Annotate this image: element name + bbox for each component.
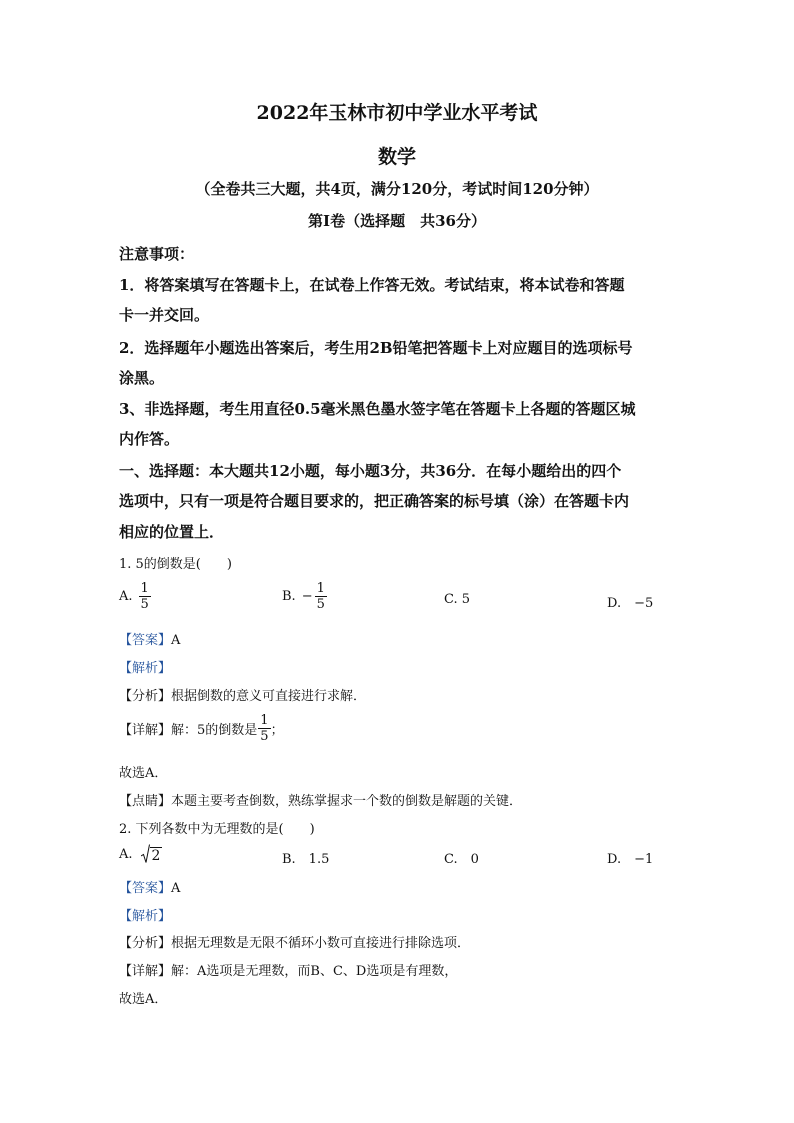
- fraction-denominator: 5: [140, 597, 149, 612]
- fraction-numerator: 1: [260, 713, 269, 728]
- q1-analysis-tag: 【解析】: [119, 661, 172, 676]
- q2-fenxi: [119, 932, 470, 951]
- notice-item-1-line-2: 卡一并交回。: [119, 306, 210, 324]
- q2-option-b: B. 1.5: [282, 852, 330, 867]
- q2-stem: 2. 下列各数中为无理数的是( ): [119, 822, 315, 837]
- q2-option-a: [119, 844, 162, 864]
- q1-option-d: D. −5: [607, 596, 654, 611]
- q2-analysis-tag: 【解析】: [119, 909, 172, 924]
- q1-option-b-label: B.: [282, 589, 296, 604]
- detail-fraction: [258, 713, 270, 744]
- comment-text: 本题主要考查倒数，熟练掌握求一个数的倒数是解题的关键．: [171, 794, 523, 809]
- notice-item-2-line-1: 2．选择题年小题选出答案后，考生用2B铅笔把答题卡上对应题目的选项标号: [119, 339, 633, 357]
- q2-conclusion: 故选A．: [119, 992, 168, 1007]
- part1-instructions-line-2: 选项中，只有一项是符合题目要求的，把正确答案的标号填（涂）在答题卡内: [119, 492, 630, 510]
- notice-item-1-line-1: 1．将答案填写在答题卡上，在试卷上作答无效。考试结束，将本试卷和答题: [119, 276, 625, 294]
- q1-option-a-label: A.: [119, 589, 133, 604]
- fraction-denominator: 5: [260, 729, 269, 744]
- part1-instructions-line-3: 相应的位置上．: [119, 523, 225, 541]
- q2-detail: [119, 960, 457, 979]
- q1-option-a: [119, 581, 151, 612]
- q2-option-a-label: A.: [119, 846, 133, 862]
- fraction-numerator: 1: [140, 581, 149, 596]
- detail-tag: 【详解】: [119, 964, 172, 979]
- q2-option-d: D. −1: [607, 852, 654, 867]
- q1-detail: [119, 713, 284, 744]
- answer-tag: 【答案】: [119, 881, 172, 896]
- fenxi-text: 根据倒数的意义可直接进行求解．: [171, 689, 367, 704]
- q1-comment: [119, 790, 522, 809]
- detail-text: 解：5的倒数是: [171, 723, 258, 738]
- exam-info: （全卷共三大题，共4页，满分120分，考试时间120分钟）: [195, 180, 599, 198]
- square-root: [141, 844, 163, 864]
- exam-title: 2022年玉林市初中学业水平考试: [256, 102, 538, 124]
- q1-conclusion: 故选A．: [119, 766, 168, 781]
- answer-value: A: [171, 633, 181, 648]
- fenxi-tag: 【分析】: [119, 689, 172, 704]
- section-heading: 第I卷（选择题 共36分）: [308, 212, 486, 230]
- fenxi-text: 根据无理数是无限不循环小数可直接进行排除选项．: [171, 936, 471, 951]
- radicand: 2: [151, 848, 161, 864]
- detail-text: 解：A选项是无理数，而B、C、D选项是有理数，: [171, 964, 458, 979]
- q1-option-a-fraction: [139, 581, 151, 612]
- q1-option-b: [282, 581, 327, 612]
- q2-option-c: C. 0: [444, 852, 479, 867]
- notice-item-3-line-2: 内作答。: [119, 430, 180, 448]
- radical-sign-icon: [141, 844, 150, 864]
- notice-item-3-line-1: 3、非选择题，考生用直径0.5毫米黑色墨水签字笔在答题卡上各题的答题区城: [119, 400, 636, 418]
- notice-heading: 注意事项：: [119, 245, 195, 263]
- q1-stem: 1. 5的倒数是( ): [119, 557, 232, 572]
- q1-fenxi: [119, 685, 366, 704]
- fenxi-tag: 【分析】: [119, 936, 172, 951]
- part1-instructions-line-1: 一、选择题：本大题共12小题，每小题3分，共36分．在每小题给出的四个: [119, 462, 622, 480]
- answer-tag: 【答案】: [119, 633, 172, 648]
- q2-answer: [119, 877, 180, 896]
- q1-answer: [119, 629, 180, 648]
- comment-tag: 【点睛】: [119, 794, 172, 809]
- fraction-numerator: 1: [316, 581, 325, 596]
- q1-option-c: C. 5: [444, 592, 471, 607]
- detail-tag: 【详解】: [119, 723, 172, 738]
- q1-option-b-fraction: [315, 581, 327, 612]
- minus-sign: −: [301, 589, 313, 604]
- exam-subject: 数学: [377, 146, 416, 168]
- detail-end: ；: [270, 723, 284, 738]
- notice-item-2-line-2: 涂黑。: [119, 369, 165, 387]
- answer-value: A: [171, 881, 181, 896]
- fraction-denominator: 5: [316, 597, 325, 612]
